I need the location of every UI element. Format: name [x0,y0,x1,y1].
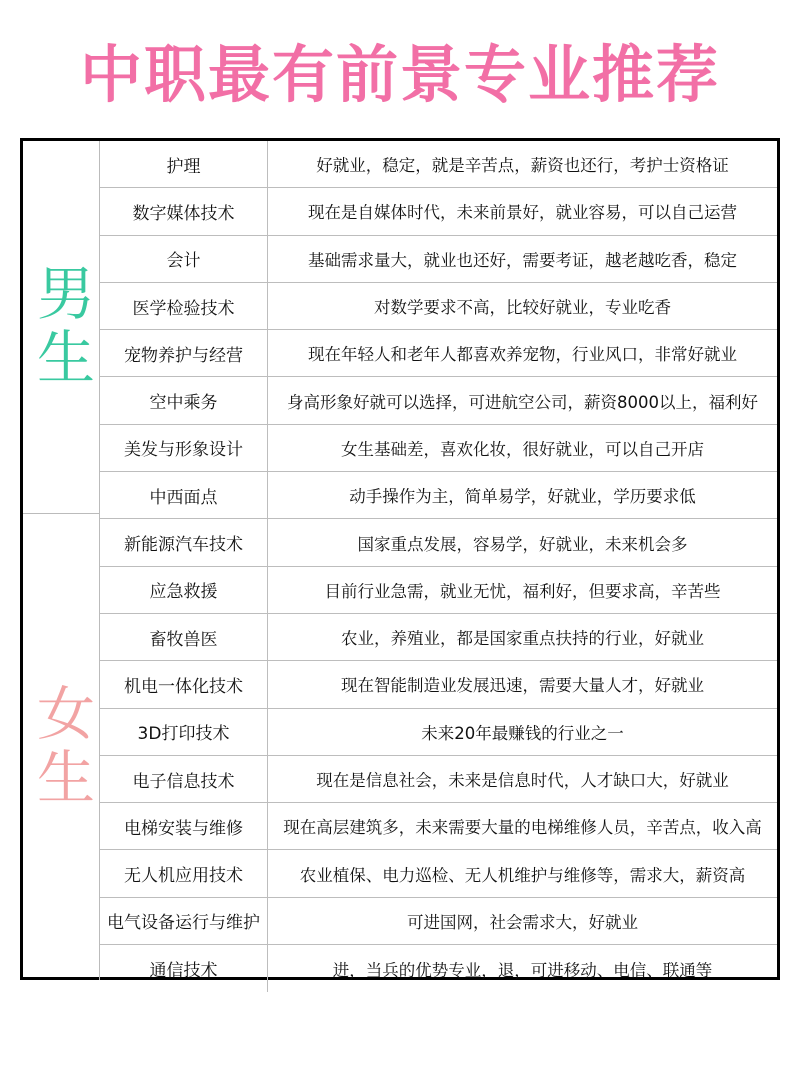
major-name: 电气设备运行与维护 [100,898,268,944]
major-description: 现在高层建筑多，未来需要大量的电梯维修人员，辛苦点，收入高 [283,818,762,838]
major-description: 好就业，稳定，就是辛苦点，薪资也还行，考护士资格证 [316,156,729,176]
major-name: 美发与形象设计 [100,425,268,471]
major-description: 现在年轻人和老年人都喜欢养宠物，行业风口，非常好就业 [308,345,737,365]
major-description: 现在智能制造业发展迅速，需要大量人才，好就业 [341,676,704,696]
major-description: 农业，养殖业，都是国家重点扶持的行业，好就业 [341,629,704,649]
major-name: 空中乘务 [100,377,268,423]
major-description: 未来20年最赚钱的行业之一 [421,723,624,743]
major-description: 现在是自媒体时代，未来前景好，就业容易，可以自己运营 [308,203,737,223]
major-table [20,138,780,980]
group-boy-cell [23,141,100,514]
major-description: 国家重点发展，容易学，好就业，未来机会多 [357,534,688,554]
major-name: 机电一体化技术 [100,661,268,707]
major-name: 畜牧兽医 [100,614,268,660]
major-description: 身高形象好就可以选择，可进航空公司，薪资8000以上，福利好 [287,392,758,412]
group-girl-label: 女生 [27,683,95,811]
major-name: 通信技术 [100,945,268,992]
group-girl-cell [23,514,100,980]
major-description: 动手操作为主，简单易学，好就业，学历要求低 [349,487,696,507]
table-row [100,567,777,614]
table-row [100,803,777,850]
table-row [100,614,777,661]
table-row [100,425,777,472]
major-name: 电梯安装与维修 [100,803,268,849]
major-name: 电子信息技术 [100,756,268,802]
table-rows [100,141,777,992]
table-row [100,236,777,283]
table-row [100,850,777,897]
table-row [100,141,777,188]
major-description: 现在是信息社会，未来是信息时代，人才缺口大，好就业 [316,771,729,790]
table-row [100,330,777,377]
major-name: 无人机应用技术 [100,850,268,896]
major-description: 对数学要求不高，比较好就业，专业吃香 [374,298,671,318]
table-row [100,283,777,330]
major-name: 中西面点 [100,472,268,518]
major-name: 护理 [100,141,268,187]
major-name: 应急救援 [100,567,268,613]
major-name: 3D打印技术 [100,709,268,755]
table-row [100,709,777,756]
table-row [100,945,777,992]
table-row [100,898,777,945]
table-row [100,661,777,708]
major-description: 可进国网，社会需求大，好就业 [407,912,638,932]
table-row [100,377,777,424]
page-title: 中职最有前景专业推荐 [79,38,720,111]
major-description: 目前行业急需，就业无忧，福利好，但要求高，辛苦些 [324,581,721,601]
major-description: 农业植保、电力巡检、无人机维护与维修等，需求大，薪资高 [299,865,746,885]
major-name: 医学检验技术 [100,283,268,329]
group-boy-label: 男生 [27,263,95,391]
major-name: 新能源汽车技术 [100,519,268,565]
major-name: 数字媒体技术 [100,188,268,234]
major-description: 女生基础差，喜欢化妆，很好就业，可以自己开店 [341,439,704,459]
table-row [100,472,777,519]
table-row [100,756,777,803]
major-name: 宠物养护与经营 [100,330,268,376]
table-row [100,188,777,235]
table-row [100,519,777,566]
major-description: 基础需求量大，就业也还好，需要考证，越老越吃香，稳定 [308,250,737,270]
major-name: 会计 [100,236,268,282]
major-description: 进，当兵的优势专业，退，可进移动、电信、联通等 [332,960,713,980]
